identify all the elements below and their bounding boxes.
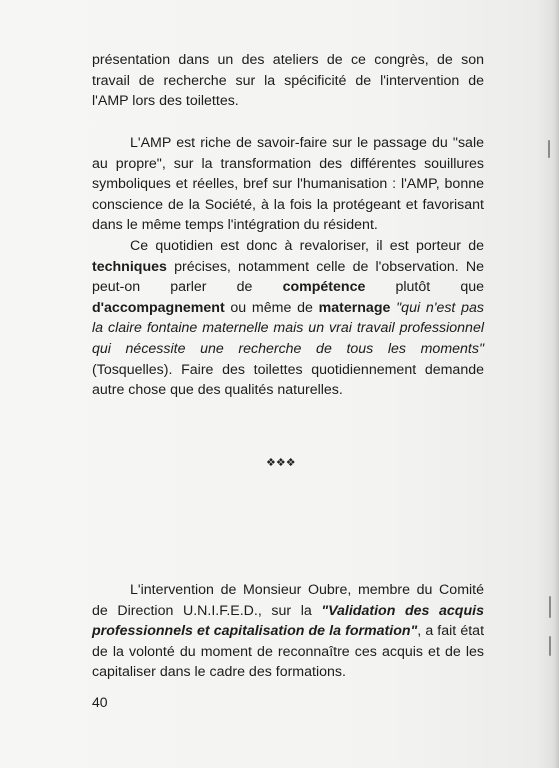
paragraph-3-text-2: précises, notamment celle de l'observation. Ne peut-on parler de: [92, 258, 484, 296]
paragraph-2-text: L'AMP est riche de savoir-faire sur le passage du "sale au propre", sur la transformation des différentes souillures symboliques et réelles, bref sur l'humanisation : l'AMP, bonne conscience de la Société, à la fois la protégeant et favorisant dans le même temps l'intégration du résident.: [92, 135, 484, 234]
term-competence: compétence: [282, 279, 366, 296]
paragraph-1: [92, 50, 484, 112]
paragraph-3-text-3: plutôt que: [365, 279, 484, 296]
paragraph-4: [92, 580, 484, 683]
paragraph-3: [92, 236, 484, 401]
quote-tosquelles: "qui n'est pas la claire fontaine maternelle mais un vrai travail professionnel qui nécessite une recherche de tous les moments": [92, 299, 484, 357]
binding-mark: [549, 636, 551, 656]
binding-mark: [549, 596, 551, 618]
validation-title: "Validation des acquis professionnels et capitalisation de la formation": [92, 602, 484, 640]
binding-mark: [548, 140, 550, 158]
section-ornament: ❖❖❖: [266, 456, 296, 469]
paragraph-3-text-1: Ce quotidien est donc à revaloriser, il est porteur de: [130, 238, 484, 254]
paragraph-3-text-6: (Tosquelles). Faire des toilettes quotidiennement demande autre chose que des qualités naturelles.: [92, 361, 484, 399]
page-number: 40: [92, 694, 108, 710]
paragraph-2: [92, 133, 484, 236]
term-techniques: techniques: [92, 258, 167, 275]
term-maternage: maternage: [318, 299, 391, 316]
paragraph-4-text-2: , a fait état de la volonté du moment de reconnaître ces acquis et de les capitaliser dans le cadre des formations.: [92, 623, 485, 681]
paragraph-3-text-4: ou même de: [224, 299, 319, 316]
page-edge-shadow: [553, 0, 559, 768]
term-accompagnement: d'accompagnement: [92, 299, 225, 316]
paragraph-4-text-1: L'intervention de Monsieur Oubre, membre du Comité de Direction U.N.I.F.E.D., sur la: [92, 582, 484, 619]
paragraph-1-text: présentation dans un des ateliers de ce congrès, de son travail de recherche sur la spécificité de l'intervention de l'AMP lors des toilettes.: [92, 52, 484, 110]
